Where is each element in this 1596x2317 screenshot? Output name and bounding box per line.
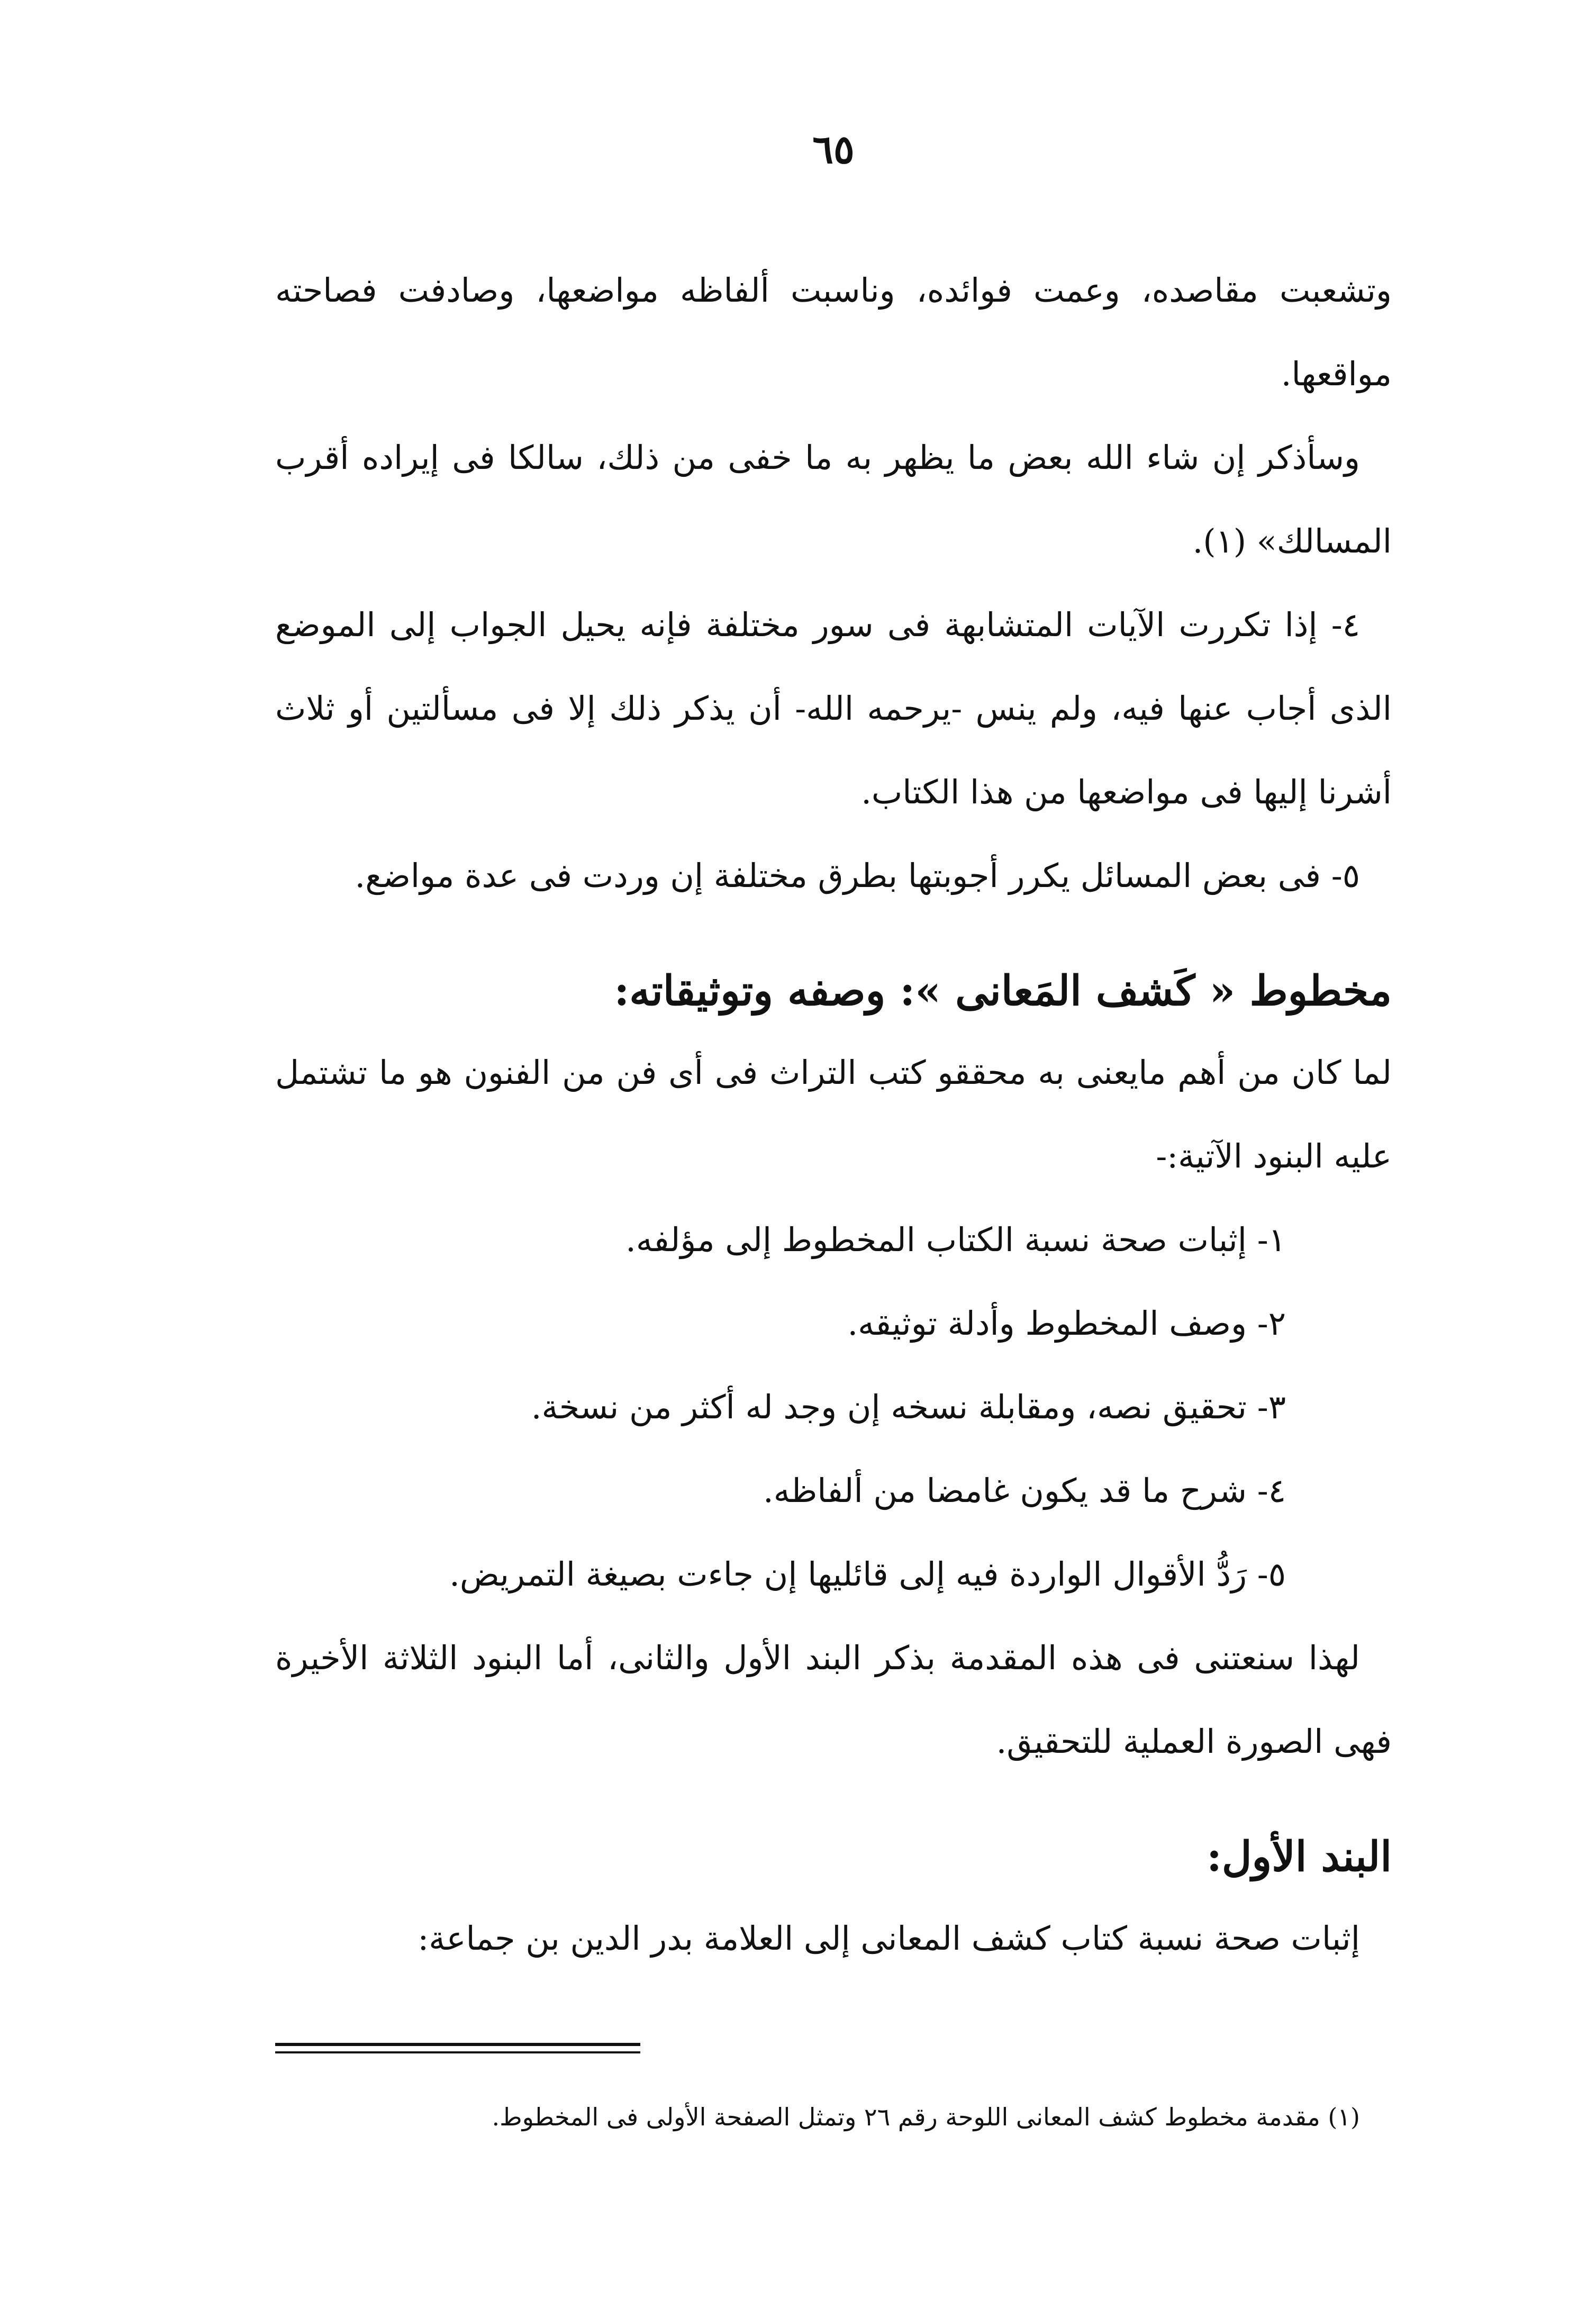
section-closing: لهذا سنعتنى فى هذه المقدمة بذكر البند الأول والثانى، أما البنود الثلاثة الأخيرة فهى الصورة العملية للتحقيق. — [275, 1639, 1392, 1761]
paragraph: ٥- فى بعض المسائل يكرر أجوبتها بطرق مختلفة إن وردت فى عدة مواضع. — [355, 856, 1360, 895]
footnote-rule — [275, 2043, 640, 2046]
subsection-text: إثبات صحة نسبة كتاب كشف المعانى إلى العلامة بدر الدين بن جماعة: — [418, 1919, 1360, 1958]
paragraph: ٤- إذا تكررت الآيات المتشابهة فى سور مختلفة فإنه يحيل الجواب إلى الموضع الذى أجاب عنها فيه، ولم ينس -يرحمه الله- أن يذكر ذلك إلا فى مسألتين أو ثلاث أشرنا إليها فى مواضعها من هذا الكتاب. — [275, 605, 1392, 811]
list-item: ٤- شرح ما قد يكون غامضا من ألفاظه. — [763, 1471, 1286, 1510]
list-item: ١- إثبات صحة نسبة الكتاب المخطوط إلى مؤلفه. — [625, 1220, 1286, 1259]
paragraph: وتشعبت مقاصده، وعمت فوائده، وناسبت ألفاظه مواضعها، وصادفت فصاحته مواقعها. — [275, 271, 1392, 393]
section-intro: لما كان من أهم مايعنى به محققو كتب التراث فى أى فن من الفنون هو ما تشتمل عليه البنود الآتية:- — [275, 1053, 1392, 1175]
body-text — [275, 249, 1392, 1980]
subsection-heading: البند الأول: — [1207, 1833, 1392, 1881]
footnote-rule — [275, 2051, 640, 2053]
page-number: ٦٥ — [812, 127, 855, 173]
list-item: ٢- وصف المخطوط وأدلة توثيقه. — [847, 1304, 1286, 1343]
list-item: ٥- رَدُّ الأقوال الواردة فيه إلى قائليها إن جاءت بصيغة التمريض. — [449, 1555, 1286, 1594]
section-heading: مخطوط « كَشف المَعانى »: وصفه وتوثيقاته: — [614, 967, 1392, 1015]
footnote: (١) مقدمة مخطوط كشف المعانى اللوحة رقم ٢٦ وتمثل الصفحة الأولى فى المخطوط. — [492, 2103, 1360, 2131]
paragraph: وسأذكر إن شاء الله بعض ما يظهر به ما خفى من ذلك، سالكا فى إيراده أقرب المسالك» (١). — [275, 438, 1392, 560]
book-page — [275, 0, 1392, 2317]
list-item: ٣- تحقيق نصه، ومقابلة نسخه إن وجد له أكثر من نسخة. — [531, 1388, 1286, 1426]
